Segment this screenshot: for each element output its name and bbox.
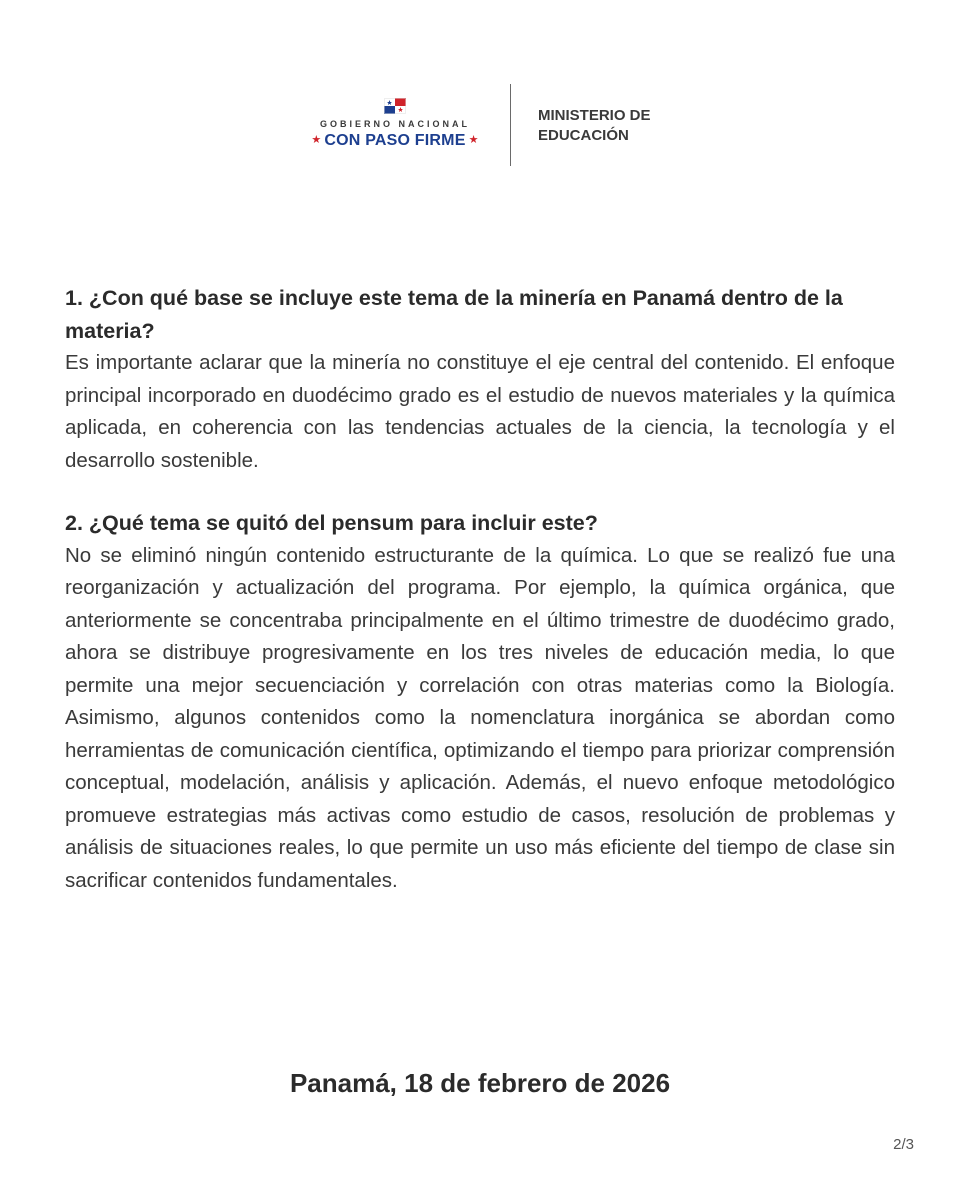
government-logo: [300, 98, 490, 151]
document-body: [65, 282, 895, 897]
government-slogan: [300, 130, 490, 151]
star-icon: ★: [468, 134, 479, 146]
answer-2: No se eliminó ningún contenido estructurante de la química. Lo que se realizó fue una reorganización y actualización del programa. Por ejemplo, la química orgánica, que anteriormente se concentraba principalmente en el último trimestre de duodécimo grado, ahora se distribuye progresivamente en los tres niveles de educación media, lo que permite una mejor secuenciación y correlación con otras materias como la Biología. Asimismo, algunos contenidos como la nomenclatura inorgánica se abordan como herramientas de comunicación científica, optimizando el tiempo para priorizar comprensión conceptual, modelación, análisis y aplicación. Además, el nuevo enfoque metodológico promueve estrategias más activas como estudio de casos, resolución de problemas y análisis de situaciones reales, lo que permite un uso más eficiente del tiempo de clase sin sacrificar contenidos fundamentales.: [65, 543, 895, 892]
star-icon: ★: [311, 134, 322, 146]
header-divider: [510, 84, 511, 166]
ministry-line-2: EDUCACIÓN: [538, 127, 629, 144]
ministry-line-1: MINISTERIO DE: [538, 107, 651, 124]
page-number: 2/3: [893, 1136, 914, 1153]
document-header: [0, 82, 960, 168]
government-label: GOBIERNO NACIONAL: [320, 119, 470, 129]
ministry-name: [538, 106, 651, 146]
section-spacer: [65, 477, 895, 507]
panama-flag-icon: [384, 98, 406, 114]
question-2: 2. ¿Qué tema se quitó del pensum para incluir este?: [65, 511, 598, 535]
question-1: 1. ¿Con qué base se incluye este tema de la minería en Panamá dentro de la materia?: [65, 286, 843, 343]
document-date: Panamá, 18 de febrero de 2026: [289, 1068, 671, 1098]
slogan-text: CON PASO FIRME: [324, 132, 466, 149]
answer-1: Es importante aclarar que la minería no constituye el eje central del contenido. El enfoque principal incorporado en duodécimo grado es el estudio de nuevos materiales y la química aplicada, en coherencia con las tendencias actuales de la ciencia, la tecnología y el desarrollo sostenible.: [65, 351, 895, 472]
